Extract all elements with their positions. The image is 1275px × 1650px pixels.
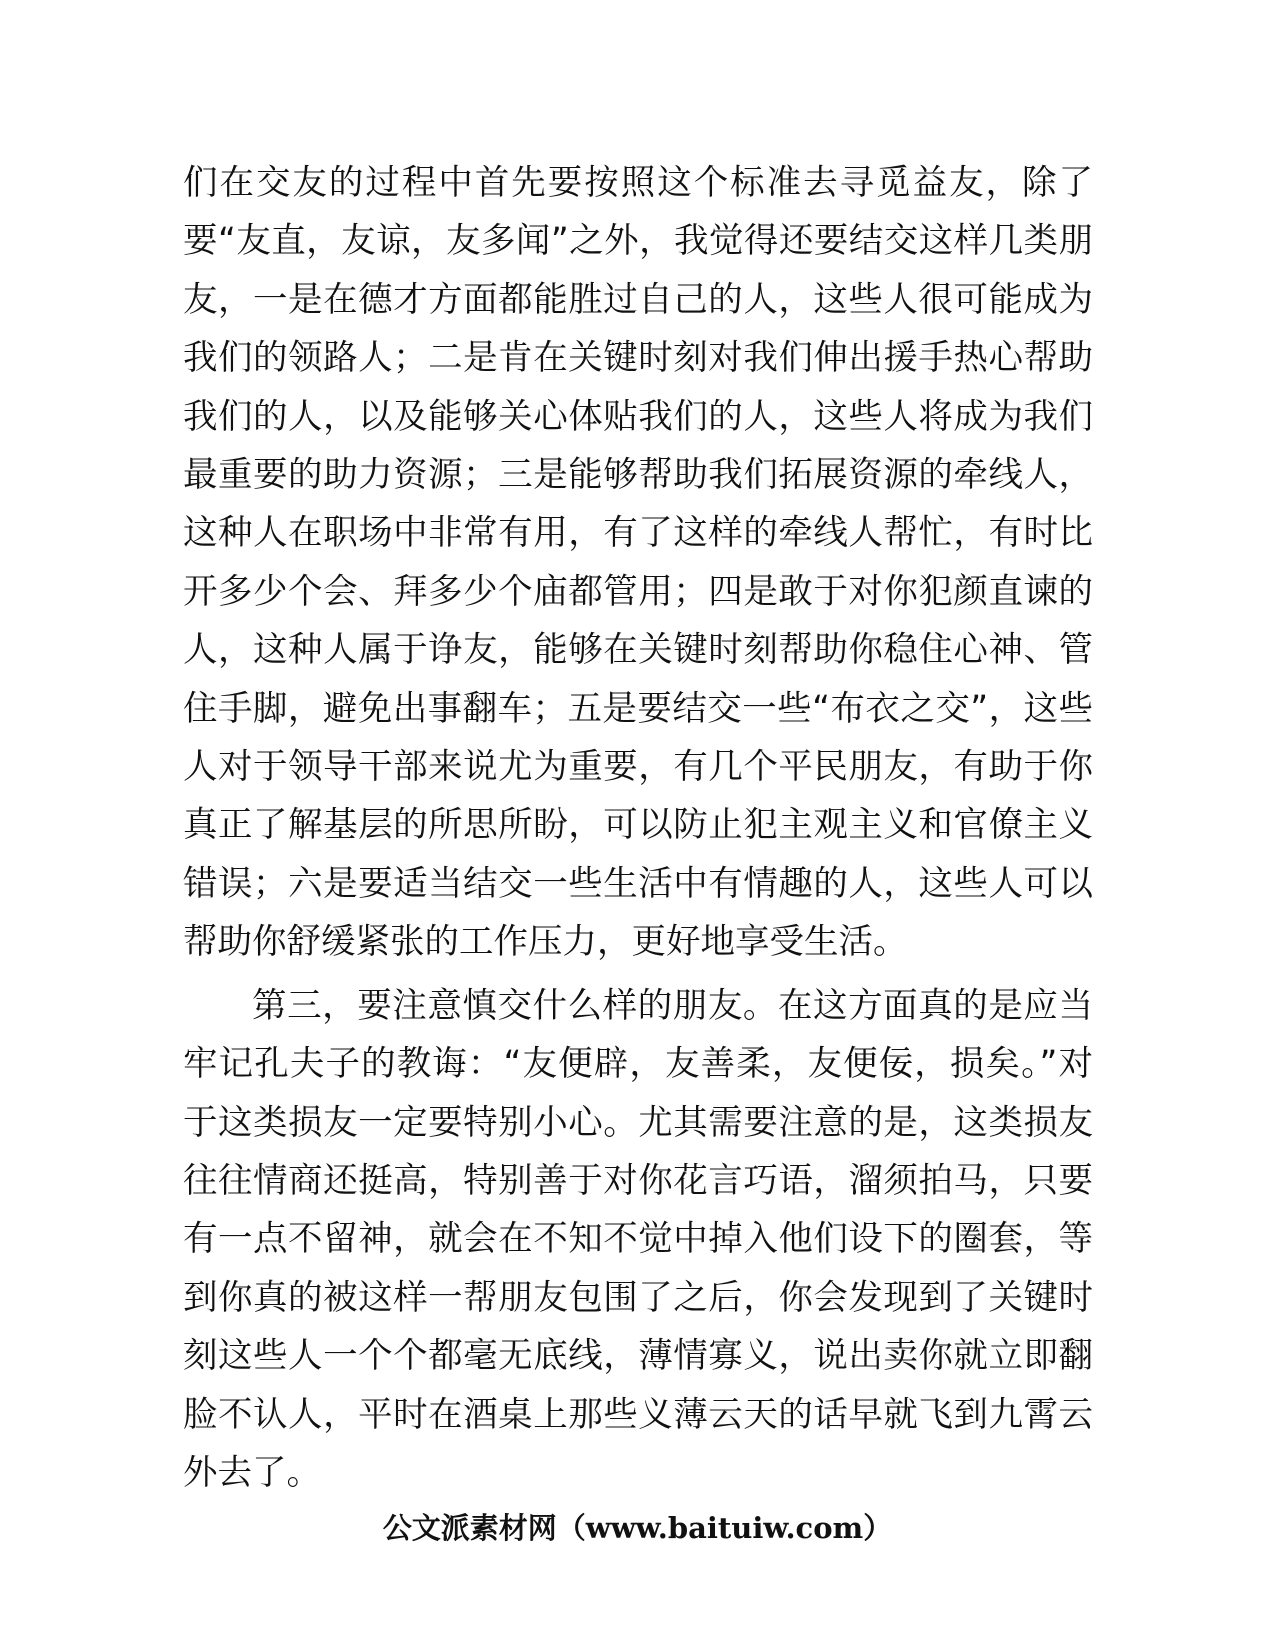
page-footer-watermark: 公文派素材网（www.baituiw.com） <box>382 1511 893 1545</box>
paragraph-third-point: 第三，要注意慎交什么样的朋友。在这方面真的是应当牢记孔夫子的教诲：“友便辟，友善柔，友便佞，损矣。”对于这类损友一定要特别小心。尤其需要注意的是，这类损友往往情商还挺高，特别善于对你花言巧语，溜须拍马，只要有一点不留神，就会在不知不觉中掉入他们设下的圈套，等到你真的被这样一帮朋友包围了之后，你会发现到了关键时刻这些人一个个都毫无底线，薄情寡义，说出卖你就立即翻脸不认人，平时在酒桌上那些义薄云天的话早就飞到九霄云外去了。 <box>183 985 1093 1493</box>
document-body <box>183 154 1093 1502</box>
paragraph-continuation: 们在交友的过程中首先要按照这个标准去寻觅益友，除了要“友直，友谅，友多闻”之外，我觉得还要结交这样几类朋友，一是在德才方面都能胜过自己的人，这些人很可能成为我们的领路人；二是肯在关键时刻对我们伸出援手热心帮助我们的人，以及能够关心体贴我们的人，这些人将成为我们最重要的助力资源；三是能够帮助我们拓展资源的牵线人，这种人在职场中非常有用，有了这样的牵线人帮忙，有时比开多少个会、拜多少个庙都管用；四是敢于对你犯颜直谏的人，这种人属于诤友，能够在关键时刻帮助你稳住心神、管住手脚，避免出事翻车；五是要结交一些“布衣之交”，这些人对于领导干部来说尤为重要，有几个平民朋友，有助于你真正了解基层的所思所盼，可以防止犯主观主义和官僚主义错误；六是要适当结交一些生活中有情趣的人，这些人可以帮助你舒缓紧张的工作压力，更好地享受生活。 <box>183 163 1093 963</box>
